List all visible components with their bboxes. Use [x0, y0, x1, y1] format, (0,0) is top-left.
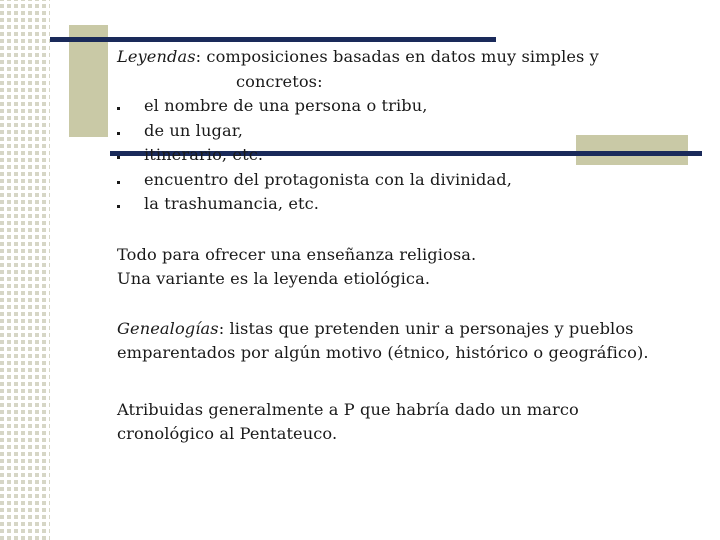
legendas-intro: [117, 45, 707, 70]
atribuidas-line-1: Atribuidas generalmente a P que habría dado un marco: [117, 399, 579, 419]
slide-content: [117, 45, 707, 447]
legendas-term: Leyendas: [117, 47, 196, 66]
genealogias-text-2: emparentados por algún motivo (étnico, histórico o geográfico).: [117, 343, 649, 362]
list-item: el nombre de una persona o tribu,: [117, 94, 707, 119]
list-item: de un lugar,: [117, 119, 707, 144]
genealogias-paragraph: [117, 317, 707, 342]
legendas-list: [117, 94, 707, 217]
todo-line-2: Una variante es la leyenda etiológica.: [117, 269, 431, 288]
list-item: itinerario, etc.: [117, 143, 707, 168]
genealogias-term: Genealogías: [117, 318, 219, 338]
list-item: la trashumancia, etc.: [117, 192, 707, 217]
list-item: encuentro del protagonista con la divinidad,: [117, 168, 707, 193]
legendas-intro-continuation: concretos:: [236, 71, 323, 91]
accent-bar-top: [50, 37, 496, 42]
todo-line-1: Todo para ofrecer una enseñanza religiosa.: [117, 244, 477, 264]
atribuidas-line-2: cronológico al Pentateuco.: [117, 424, 338, 443]
genealogias-text-1: : listas que pretenden unir a personajes y pueblos: [218, 318, 634, 338]
legendas-intro-text: : composiciones basadas en datos muy simples y: [195, 47, 599, 66]
side-stripe-decoration: [0, 0, 50, 540]
